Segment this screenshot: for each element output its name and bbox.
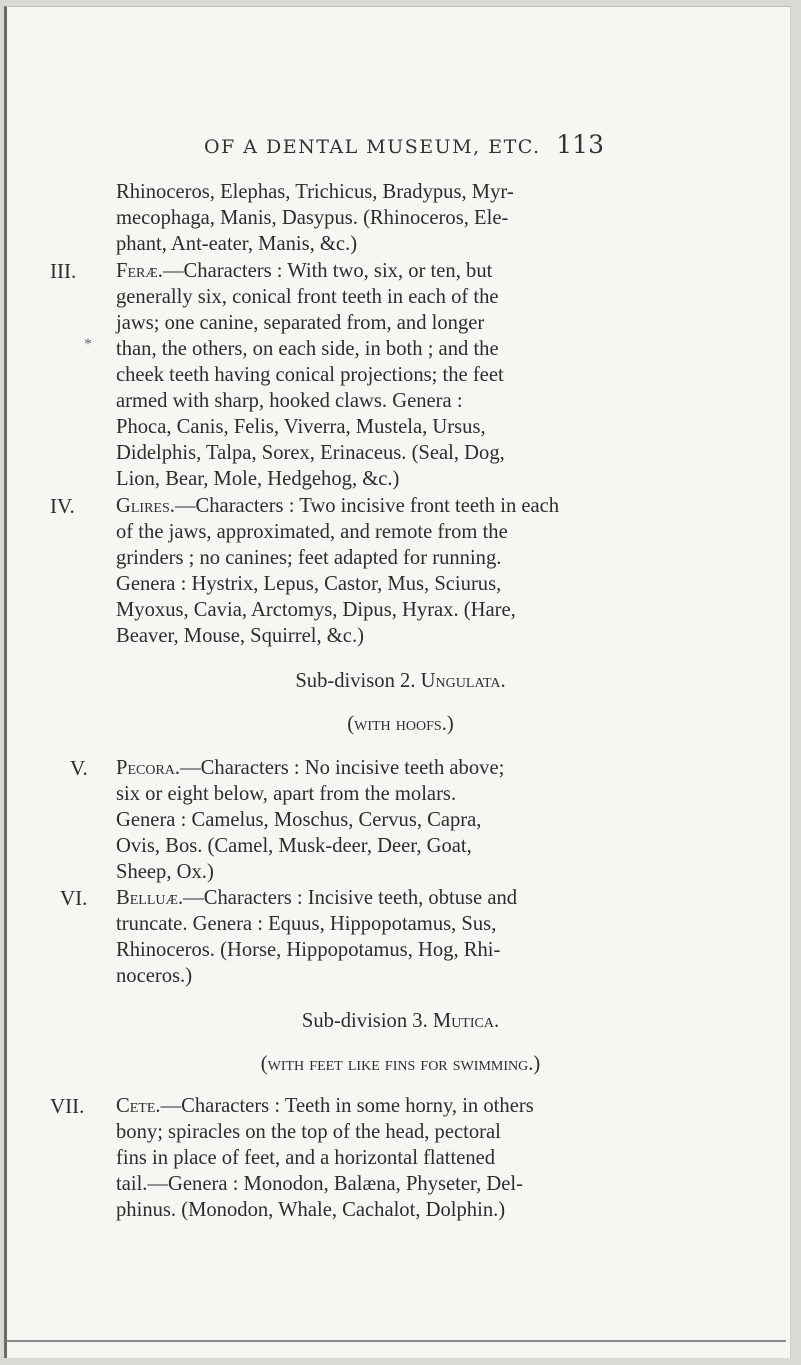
order-pecora-line: Sheep, Ox.) bbox=[116, 861, 214, 883]
order-name: Glires. bbox=[116, 495, 175, 517]
continuation-line: mecophaga, Manis, Dasypus. (Rhinoceros, Ele- bbox=[116, 207, 509, 229]
subdivision-name: Mutica. bbox=[432, 1010, 500, 1032]
subdivision-ungulata-title bbox=[0, 670, 801, 693]
order-first-line-rest: —Characters : Incisive teeth, obtuse and bbox=[183, 887, 518, 909]
order-ferae-line: cheek teeth having conical projections; the feet bbox=[116, 364, 504, 386]
order-glires-line: grinders ; no canines; feet adapted for running. bbox=[116, 547, 502, 569]
subdivision-name: Ungulata. bbox=[420, 670, 506, 692]
order-ferae-line: Lion, Bear, Mole, Hedgehog, &c.) bbox=[116, 468, 400, 490]
continuation-line: phant, Ant-eater, Manis, &c.) bbox=[116, 233, 358, 255]
order-pecora-line: Ovis, Bos. (Camel, Musk-deer, Deer, Goat, bbox=[116, 835, 472, 857]
subdivision-prefix: Sub-divison 2. bbox=[295, 670, 416, 692]
order-name: Belluæ. bbox=[116, 887, 184, 909]
order-cete-line: bony; spiracles on the top of the head, pectoral bbox=[116, 1121, 501, 1143]
order-glires-first-line bbox=[116, 495, 559, 518]
order-pecora-line: Genera : Camelus, Moschus, Cervus, Capra, bbox=[116, 809, 482, 831]
order-ferae-line: Phoca, Canis, Felis, Viverra, Mustela, Ursus, bbox=[116, 416, 486, 438]
order-name: Cete. bbox=[116, 1095, 161, 1117]
order-ferae-first-line bbox=[116, 260, 492, 283]
order-name: Pecora. bbox=[116, 757, 181, 779]
order-belluae-line: Rhinoceros. (Horse, Hippopotamus, Hog, Rhi- bbox=[116, 939, 501, 961]
order-numeral: V. bbox=[70, 756, 88, 780]
order-pecora-line: six or eight below, apart from the molars. bbox=[116, 783, 457, 805]
subdivision-mutica-title bbox=[0, 1010, 801, 1033]
continuation-line: Rhinoceros, Elephas, Trichicus, Bradypus, Myr- bbox=[116, 181, 514, 203]
order-first-line-rest: —Characters : No incisive teeth above; bbox=[180, 757, 505, 779]
order-pecora-first-line bbox=[116, 757, 504, 780]
order-cete-first-line bbox=[116, 1095, 534, 1118]
order-ferae-line: jaws; one canine, separated from, and longer bbox=[116, 312, 485, 334]
order-glires-line: Beaver, Mouse, Squirrel, &c.) bbox=[116, 625, 364, 647]
order-belluae-line: truncate. Genera : Equus, Hippopotamus, Sus, bbox=[116, 913, 497, 935]
order-name: Feræ. bbox=[116, 260, 163, 282]
order-first-line-rest: —Characters : Teeth in some horny, in others bbox=[160, 1095, 534, 1117]
margin-mark: * bbox=[84, 336, 92, 353]
order-first-line-rest: —Characters : With two, six, or ten, but bbox=[162, 260, 493, 282]
order-ferae-line: generally six, conical front teeth in each of the bbox=[116, 286, 499, 308]
subdivision-mutica-subtitle: (with feet like fins for swimming.) bbox=[260, 1053, 541, 1075]
order-numeral: IV. bbox=[50, 494, 75, 518]
order-glires-line: Genera : Hystrix, Lepus, Castor, Mus, Sciurus, bbox=[116, 573, 502, 595]
order-glires-line: of the jaws, approximated, and remote from the bbox=[116, 521, 508, 543]
order-ferae-line: than, the others, on each side, in both ; and the bbox=[116, 338, 499, 360]
running-head: OF A DENTAL MUSEUM, ETC. bbox=[204, 136, 541, 158]
page-number: 113 bbox=[556, 130, 604, 159]
order-belluae-first-line bbox=[116, 887, 517, 910]
order-cete-line: fins in place of feet, and a horizontal flattened bbox=[116, 1147, 496, 1169]
order-glires-line: Myoxus, Cavia, Arctomys, Dipus, Hyrax. (Hare, bbox=[116, 599, 516, 621]
order-first-line-rest: —Characters : Two incisive front teeth in each bbox=[174, 495, 560, 517]
order-belluae-line: noceros.) bbox=[116, 965, 193, 987]
order-numeral: VII. bbox=[50, 1094, 85, 1118]
order-cete-line: phinus. (Monodon, Whale, Cachalot, Dolphin.) bbox=[116, 1199, 506, 1221]
order-numeral: III. bbox=[50, 259, 77, 283]
order-ferae-line: armed with sharp, hooked claws. Genera : bbox=[116, 390, 463, 412]
order-ferae-line: Didelphis, Talpa, Sorex, Erinaceus. (Seal, Dog, bbox=[116, 442, 505, 464]
subdivision-ungulata-subtitle: (with hoofs.) bbox=[347, 713, 454, 735]
order-cete-line: tail.—Genera : Monodon, Balæna, Physeter, Del- bbox=[116, 1173, 523, 1195]
order-numeral: VI. bbox=[60, 886, 88, 910]
subdivision-prefix: Sub-division 3. bbox=[301, 1010, 428, 1032]
